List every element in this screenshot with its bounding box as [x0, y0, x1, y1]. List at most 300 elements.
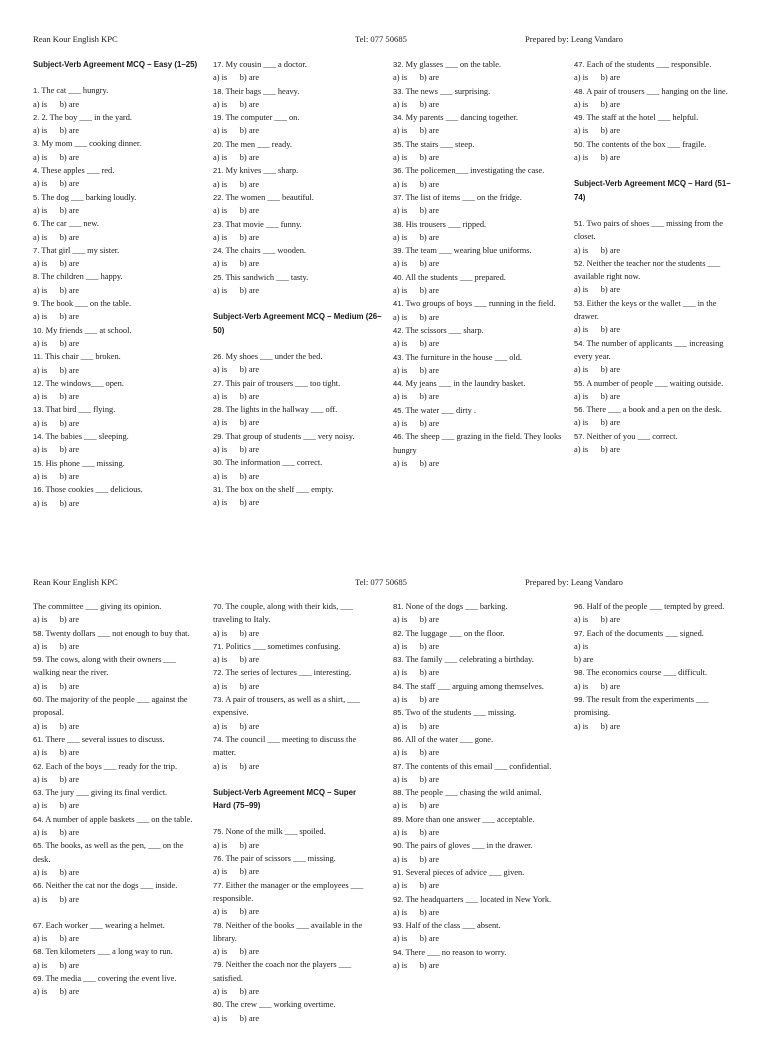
question — [33, 350, 203, 363]
section-title-hard: Subject-Verb Agreement MCQ – Hard (51–74) — [574, 179, 731, 202]
question-text: These apples ___ red. — [39, 166, 115, 176]
question-number: 18. — [213, 86, 224, 96]
option-a: a) is — [574, 641, 589, 651]
question-text: None of the dogs ___ barking. — [403, 602, 508, 611]
question-text: That girl ___ my sister. — [39, 245, 120, 255]
question-number: 38. — [393, 219, 404, 229]
answer-options: a) is b) are — [33, 641, 80, 651]
question — [33, 84, 203, 97]
question — [574, 627, 736, 640]
question — [33, 324, 203, 337]
question — [393, 627, 561, 640]
question — [393, 85, 565, 98]
question-number: 94. — [393, 947, 404, 957]
question-number: 84. — [393, 681, 404, 691]
question-text: The committee ___ giving its opinion. — [33, 602, 162, 611]
answer-options: a) is b) are — [33, 748, 80, 758]
question — [33, 457, 203, 470]
question-number: 45. — [393, 405, 404, 415]
section-title-medium: Subject-Verb Agreement MCQ – Medium (26–50) — [213, 312, 382, 335]
question-text: The babies ___ sleeping. — [43, 432, 129, 442]
question-text: Neither the teacher nor the students ___ available right now. — [574, 258, 721, 282]
question — [213, 85, 383, 98]
answer-options: a) is b) are — [213, 721, 260, 731]
question — [213, 377, 383, 390]
question-text: More than one answer ___ acceptable. — [403, 814, 535, 824]
question — [33, 377, 203, 390]
answer-options: a) is b) are — [33, 259, 80, 269]
question — [393, 138, 565, 151]
question-text: The jury ___ giving its final verdict. — [43, 788, 168, 798]
question-text: Those cookies ___ delicious. — [43, 485, 143, 495]
question-text: The list of items ___ on the fridge. — [403, 192, 522, 202]
answer-options: a) is b) are — [33, 801, 80, 811]
answer-options: a) is b) are — [393, 365, 440, 375]
question-number: 6. — [33, 219, 40, 229]
question-number: 77. — [213, 880, 224, 890]
answer-options: a) is b) are — [213, 867, 260, 877]
telephone: Tel: 077 50685 — [355, 577, 407, 587]
answer-options: a) is b) are — [574, 445, 621, 455]
question-text: The news ___ surprising. — [403, 86, 491, 96]
question — [213, 191, 383, 204]
question-text: The sheep ___ grazing in the field. They looks hungry — [393, 432, 562, 455]
question-text: My glasses ___ on the table. — [403, 60, 502, 69]
question-number: 65. — [33, 841, 44, 851]
question — [33, 403, 203, 416]
question-text: The result from the experiments ___ promising. — [574, 695, 709, 718]
question-number: 63. — [33, 788, 44, 798]
question — [33, 733, 196, 746]
question-number: 58. — [33, 628, 44, 638]
question-number: 47. — [574, 60, 585, 69]
question — [574, 403, 738, 416]
worksheet-page-1 — [0, 0, 768, 508]
question — [213, 666, 375, 679]
answer-options: a) is b) are — [213, 445, 260, 455]
answer-options: a) is b) are — [213, 907, 260, 917]
question-number: 4. — [33, 166, 40, 176]
question — [213, 998, 375, 1011]
question-text: That group of students ___ very noisy. — [223, 431, 355, 441]
question-text: A number of apple baskets ___ on the table. — [43, 814, 193, 824]
question — [393, 866, 561, 879]
question — [393, 111, 565, 124]
answer-options: a) is b) are — [393, 695, 440, 705]
question-text: The chairs ___ wooden. — [223, 246, 306, 256]
question — [213, 138, 383, 151]
question-number: 15. — [33, 458, 44, 468]
answer-options: a) is b) are — [213, 232, 260, 242]
question-text: This pair of trousers ___ too tight. — [223, 378, 341, 388]
question — [33, 879, 196, 892]
option-b: b) are — [574, 655, 594, 665]
question — [213, 430, 383, 443]
question-number: 53. — [574, 298, 585, 308]
question — [393, 919, 561, 932]
question-number: 92. — [393, 894, 404, 904]
answer-options: a) is b) are — [393, 339, 440, 349]
prepared-by: Prepared by: Leang Vandaro — [525, 577, 623, 587]
question-text: The family ___ celebrating a birthday. — [403, 655, 534, 665]
worksheet-page-2 — [0, 543, 768, 1043]
answer-options: a) is b) are — [33, 615, 80, 625]
question — [33, 137, 203, 150]
question-number: 98. — [574, 668, 585, 678]
question-number: 27. — [213, 378, 224, 388]
question — [213, 640, 375, 653]
question — [574, 217, 738, 244]
question — [393, 946, 561, 959]
question — [393, 760, 561, 773]
answer-options: a) is b) are — [574, 681, 621, 691]
question-number: 23. — [213, 219, 224, 229]
answer-options: a) is b) are — [33, 445, 80, 455]
question — [574, 377, 738, 390]
question — [393, 271, 565, 284]
question-number: 67. — [33, 920, 44, 930]
question-number: 81. — [393, 602, 404, 611]
section-title-easy: Subject-Verb Agreement MCQ – Easy (1–25) — [33, 60, 198, 69]
question-text: Two groups of boys ___ running in the field. — [403, 299, 556, 309]
answer-options: a) is b) are — [33, 285, 80, 295]
answer-options: a) is b) are — [574, 615, 621, 625]
question-text: My knives ___ sharp. — [223, 166, 299, 176]
question-list — [574, 600, 736, 627]
question-text: This chair ___ broken. — [43, 352, 121, 362]
question-number: 72. — [213, 668, 224, 678]
question-text: Each of the boys ___ ready for the trip. — [43, 761, 178, 771]
question-list — [33, 600, 196, 906]
question-number: 10. — [33, 325, 44, 335]
question — [33, 972, 196, 985]
answer-options: a) is b) are — [574, 418, 621, 428]
question — [213, 244, 383, 257]
question-list — [574, 217, 738, 456]
question-text: The books, as well as the pen, ___ on the desk. — [33, 841, 184, 864]
prepared-by: Prepared by: Leang Vandaro — [525, 34, 623, 44]
answer-options: a) is b) are — [574, 325, 621, 335]
answer-options: a) is b) are — [393, 934, 440, 944]
question-text: Each worker ___ wearing a helmet. — [43, 920, 165, 930]
question — [213, 852, 375, 865]
question-text: The scissors ___ sharp. — [403, 325, 484, 335]
answer-options: a) is b) are — [213, 947, 260, 957]
question-number: 20. — [213, 139, 224, 149]
question — [393, 706, 561, 719]
question-text: Two of the students ___ missing. — [403, 708, 517, 718]
question-text: This sandwich ___ tasty. — [223, 272, 309, 282]
question-number: 74. — [213, 734, 224, 744]
question — [213, 403, 383, 416]
answer-options: a) is b) are — [33, 179, 80, 189]
question-text: The policemen___ investigating the case. — [403, 166, 545, 176]
question — [393, 164, 565, 177]
question-text: That bird ___ flying. — [43, 405, 116, 415]
question-number: 96. — [574, 602, 585, 611]
question-number: 37. — [393, 192, 404, 202]
question — [393, 839, 561, 852]
answer-options: a) is b) are — [393, 259, 440, 269]
question — [213, 218, 383, 231]
question-text: Several pieces of advice ___ given. — [403, 867, 525, 877]
question-number: 46. — [393, 432, 404, 442]
question-number: 70. — [213, 602, 224, 611]
question-number: 40. — [393, 272, 404, 282]
page-gap — [0, 512, 768, 543]
question — [574, 138, 738, 151]
question-text: Politics ___ sometimes confusing. — [223, 641, 341, 651]
question-number: 79. — [213, 960, 224, 970]
answer-options: a) is b) are — [213, 655, 260, 665]
question-text: The economics course ___ difficult. — [584, 668, 708, 678]
question-number: 41. — [393, 299, 404, 309]
question-text: Half of the people ___ tempted by greed. — [584, 602, 725, 611]
question-text: Neither of you ___ correct. — [584, 431, 678, 441]
answer-options: a) is b) are — [33, 471, 80, 481]
answer-options: a) is b) are — [574, 126, 621, 136]
question-list — [213, 600, 375, 773]
question — [213, 456, 383, 469]
question-text: None of the milk ___ spoiled. — [223, 827, 326, 837]
answer-options: a) is b) are — [393, 179, 440, 189]
question-number: 2. — [33, 112, 40, 122]
question — [393, 191, 565, 204]
question — [33, 813, 196, 826]
answer-options: a) is b) are — [33, 987, 80, 997]
question — [213, 693, 375, 720]
answer-options: a) is b) are — [33, 721, 80, 731]
answer-options: a) is b) are — [574, 285, 621, 295]
question-text: The contents of the box ___ fragile. — [584, 139, 707, 149]
answer-options: a) is b) are — [33, 828, 80, 838]
column-2 — [213, 600, 375, 1025]
question-number: 85. — [393, 708, 404, 718]
question-text: His phone ___ missing. — [43, 458, 125, 468]
question-number: 54. — [574, 338, 585, 348]
question-number: 19. — [213, 113, 224, 123]
question-text: Each of the students ___ responsible. — [584, 60, 712, 69]
question-text: The staff ___ arguing among themselves. — [403, 681, 544, 691]
question-number: 16. — [33, 485, 44, 495]
question — [33, 191, 203, 204]
column-4 — [574, 58, 738, 456]
question-text: Each of the documents ___ signed. — [584, 628, 704, 638]
question-number: 1. — [33, 86, 40, 96]
answer-options: a) is b) are — [393, 907, 440, 917]
question-number: 42. — [393, 325, 404, 335]
question-text: Either the keys or the wallet ___ in the drawer. — [574, 298, 717, 322]
answer-options: a) is b) are — [213, 391, 260, 401]
answer-options: a) is b) are — [33, 338, 80, 348]
question — [33, 483, 203, 496]
answer-options: a) is b) are — [33, 99, 80, 109]
question-text: Neither the coach nor the players ___ satisfied. — [213, 960, 352, 983]
question-number: 82. — [393, 628, 404, 638]
column-3 — [393, 58, 565, 470]
question-number: 52. — [574, 258, 585, 268]
section-title-super-hard: Subject-Verb Agreement MCQ – Super Hard (75–99) — [213, 787, 357, 811]
question — [33, 244, 203, 257]
question — [33, 217, 203, 230]
question-number: 43. — [393, 352, 404, 362]
question — [393, 653, 561, 666]
question-number: 13. — [33, 405, 44, 415]
answer-options: a) is b) are — [213, 179, 260, 189]
column-4 — [574, 600, 736, 733]
question — [574, 297, 738, 324]
question-text: The lights in the hallway ___ off. — [223, 405, 338, 415]
question — [213, 733, 375, 760]
question-list — [393, 58, 565, 470]
answer-options: a) is b) are — [33, 934, 80, 944]
question — [574, 337, 738, 364]
question-number: 24. — [213, 246, 224, 256]
answer-options: a) is b) are — [393, 748, 440, 758]
question — [33, 111, 203, 124]
question — [33, 297, 203, 310]
answer-options: a) is b) are — [393, 641, 440, 651]
question — [393, 680, 561, 693]
question-number: 62. — [33, 761, 44, 771]
question-text: Their bags ___ heavy. — [223, 86, 300, 96]
question-text: The dog ___ barking loudly. — [39, 192, 137, 202]
question-number: 83. — [393, 655, 404, 665]
question-number: 5. — [33, 192, 40, 202]
question — [33, 919, 196, 932]
answer-options: a) is b) are — [393, 721, 440, 731]
question-number: 61. — [33, 734, 44, 744]
answer-options: a) is b) are — [33, 894, 80, 904]
question — [213, 483, 383, 496]
question-number: 9. — [33, 299, 40, 309]
question-list — [574, 666, 736, 732]
question-text: All the students ___ prepared. — [403, 272, 506, 282]
question — [213, 164, 383, 177]
answer-options: a) is b) are — [574, 365, 621, 375]
answer-options: a) is b) are — [393, 828, 440, 838]
question-text: Half of the class ___ absent. — [403, 921, 501, 931]
question — [213, 111, 383, 124]
question-number: 89. — [393, 814, 404, 824]
question — [213, 825, 375, 838]
page-header — [33, 33, 768, 47]
answer-options: a) is b) are — [213, 628, 260, 638]
question — [393, 786, 561, 799]
question — [574, 693, 736, 720]
answer-options: a) is b) are — [393, 126, 440, 136]
question — [393, 404, 565, 417]
question-number: 28. — [213, 405, 224, 415]
question-number: 86. — [393, 734, 404, 744]
question — [574, 600, 736, 613]
question-list — [213, 350, 383, 510]
question-text: All of the water ___ gone. — [403, 734, 494, 744]
question-text: The staff at the hotel ___ helpful. — [584, 113, 699, 123]
answer-options: a) is b) are — [393, 458, 440, 468]
question-list — [213, 58, 383, 297]
answer-options: a) is b) are — [393, 286, 440, 296]
question — [213, 58, 383, 71]
question-number: 76. — [213, 854, 224, 864]
question — [33, 760, 196, 773]
question-text: The book ___ on the table. — [39, 299, 132, 309]
telephone: Tel: 077 50685 — [355, 34, 407, 44]
question-number: 99. — [574, 695, 585, 705]
answer-options: a) is b) are — [33, 498, 80, 508]
question-text: My shoes ___ under the bed. — [223, 351, 323, 361]
question-number: 97. — [574, 628, 585, 638]
question-number: 11. — [33, 352, 43, 362]
question-list — [574, 58, 738, 164]
question-number: 78. — [213, 920, 224, 930]
question-text: The series of lectures ___ interesting. — [223, 668, 352, 678]
answer-options: a) is b) are — [213, 126, 260, 136]
question-text: The council ___ meeting to discuss the matter. — [213, 734, 357, 758]
question — [213, 350, 383, 363]
answer-options: a) is b) are — [33, 205, 80, 215]
question — [33, 786, 196, 799]
question-number: 39. — [393, 246, 404, 256]
question-text: 2. The boy ___ in the yard. — [39, 112, 132, 122]
question-text: The headquarters ___ located in New York. — [403, 894, 552, 904]
answer-options: a) is b) are — [393, 615, 440, 625]
question — [393, 733, 561, 746]
question-number: 35. — [393, 139, 404, 149]
question — [393, 58, 565, 71]
question — [33, 600, 196, 613]
question-text: My mom ___ cooking dinner. — [39, 139, 142, 149]
question-list — [33, 84, 203, 510]
question-number: 31. — [213, 484, 224, 494]
question-number: 60. — [33, 695, 44, 705]
question-text: A number of people ___ waiting outside. — [584, 378, 724, 388]
question — [33, 839, 196, 866]
question — [574, 257, 738, 284]
question-number: 66. — [33, 881, 44, 891]
page-header — [33, 576, 768, 590]
question — [213, 958, 375, 985]
answer-options: a) is b) are — [213, 286, 260, 296]
question — [574, 666, 736, 679]
answer-options: a) is b) are — [393, 99, 440, 109]
question-number: 22. — [213, 192, 224, 202]
question-text: Neither of the books ___ available in the library. — [213, 920, 363, 943]
question-text: The windows___ open. — [43, 378, 124, 388]
question-number: 55. — [574, 378, 585, 388]
question-number: 64. — [33, 814, 44, 824]
answer-options: a) is b) are — [213, 206, 260, 216]
question-text: His trousers ___ ripped. — [403, 219, 487, 229]
question — [33, 945, 196, 958]
question-number: 68. — [33, 947, 44, 957]
question-text: The team ___ wearing blue uniforms. — [403, 246, 532, 256]
answer-options: a) is b) are — [574, 73, 621, 83]
question-number: 14. — [33, 432, 44, 442]
question-number: 51. — [574, 218, 585, 228]
question-text: The pair of scissors ___ missing. — [223, 854, 336, 864]
answer-options: a) is b) are — [213, 761, 260, 771]
question-number: 17. — [213, 60, 224, 69]
question-text: Two pairs of shoes ___ missing from the closet. — [574, 218, 723, 242]
question-number: 75. — [213, 827, 224, 837]
answer-options: a) is b) are — [393, 801, 440, 811]
question-text: The box on the shelf ___ empty. — [223, 484, 334, 494]
answer-options: a) is b) are — [393, 881, 440, 891]
question-number: 7. — [33, 245, 40, 255]
answer-options: a) is b) are — [393, 774, 440, 784]
question-text: There ___ no reason to worry. — [403, 947, 507, 957]
